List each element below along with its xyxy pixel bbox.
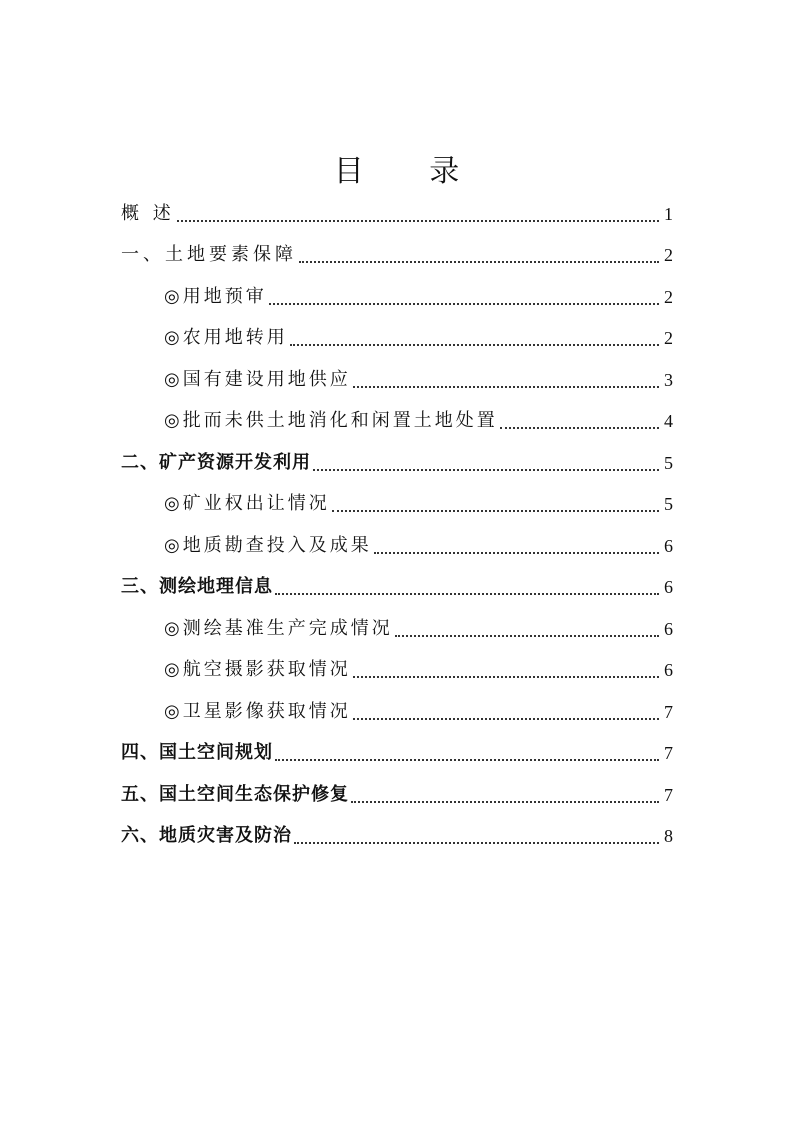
toc-entry-label: 六、地质灾害及防治 — [121, 825, 292, 846]
toc-page-number: 6 — [664, 577, 673, 597]
toc-page-number: 6 — [664, 619, 673, 639]
toc-entry-section-6[interactable] — [121, 820, 673, 850]
toc-entry-subsection[interactable] — [164, 488, 673, 518]
toc-page-number: 4 — [664, 411, 673, 431]
toc-entry-label: ◎航空摄影获取情况 — [164, 659, 351, 680]
toc-entry-section-4[interactable] — [121, 737, 673, 767]
toc-title: 目 录 — [333, 154, 488, 190]
toc-entry-section-5[interactable] — [121, 779, 673, 809]
dot-leader — [395, 635, 659, 637]
toc-page-number: 6 — [664, 536, 673, 556]
dot-leader — [500, 427, 659, 429]
toc-entry-label: 二、矿产资源开发利用 — [121, 452, 311, 473]
toc-entry-label: 四、国土空间规划 — [121, 742, 273, 763]
toc-page-number: 7 — [664, 785, 673, 805]
toc-entry-overview[interactable] — [121, 198, 673, 228]
toc-entry-label: 一、土地要素保障 — [121, 244, 297, 265]
toc-page-number: 5 — [664, 453, 673, 473]
toc-entry-label: 三、测绘地理信息 — [121, 576, 273, 597]
dot-leader — [313, 469, 659, 471]
toc-page-number: 3 — [664, 370, 673, 390]
toc-page-number: 8 — [664, 826, 673, 846]
toc-entry-label: 概 述 — [121, 203, 175, 224]
dot-leader — [269, 303, 659, 305]
toc-page-number: 6 — [664, 660, 673, 680]
toc-entry-section-3[interactable] — [121, 571, 673, 601]
dot-leader — [353, 386, 659, 388]
toc-entry-label: ◎用地预审 — [164, 286, 267, 307]
dot-leader — [374, 552, 659, 554]
dot-leader — [332, 510, 659, 512]
toc-page-number: 7 — [664, 743, 673, 763]
toc-entry-label: ◎卫星影像获取情况 — [164, 701, 351, 722]
toc-page-number: 5 — [664, 494, 673, 514]
toc-page-number: 2 — [664, 328, 673, 348]
toc-entry-label: ◎矿业权出让情况 — [164, 493, 330, 514]
toc-entry-label: ◎国有建设用地供应 — [164, 369, 351, 390]
toc-entry-label: ◎地质勘查投入及成果 — [164, 535, 372, 556]
toc-entry-label: 五、国土空间生态保护修复 — [121, 784, 349, 805]
dot-leader — [351, 801, 659, 803]
toc-page-number: 2 — [664, 287, 673, 307]
dot-leader — [353, 676, 659, 678]
dot-leader — [294, 842, 659, 844]
toc-entry-section-1[interactable] — [121, 239, 673, 269]
toc-page-number: 2 — [664, 245, 673, 265]
dot-leader — [353, 718, 659, 720]
dot-leader — [177, 220, 659, 222]
toc-entry-label: ◎批而未供土地消化和闲置土地处置 — [164, 410, 498, 431]
toc-entry-section-2[interactable] — [121, 447, 673, 477]
dot-leader — [275, 759, 659, 761]
toc-entry-subsection[interactable] — [164, 530, 673, 560]
toc-entry-subsection[interactable] — [164, 405, 673, 435]
dot-leader — [290, 344, 659, 346]
dot-leader — [275, 593, 659, 595]
toc-entry-subsection[interactable] — [164, 364, 673, 394]
toc-entry-subsection[interactable] — [164, 281, 673, 311]
toc-entry-label: ◎农用地转用 — [164, 327, 288, 348]
toc-entry-subsection[interactable] — [164, 654, 673, 684]
toc-page-number: 1 — [664, 204, 673, 224]
toc-entry-subsection[interactable] — [164, 613, 673, 643]
toc-page-number: 7 — [664, 702, 673, 722]
toc-entry-subsection[interactable] — [164, 696, 673, 726]
dot-leader — [299, 261, 659, 263]
toc-entry-label: ◎测绘基准生产完成情况 — [164, 618, 393, 639]
toc-entry-subsection[interactable] — [164, 322, 673, 352]
